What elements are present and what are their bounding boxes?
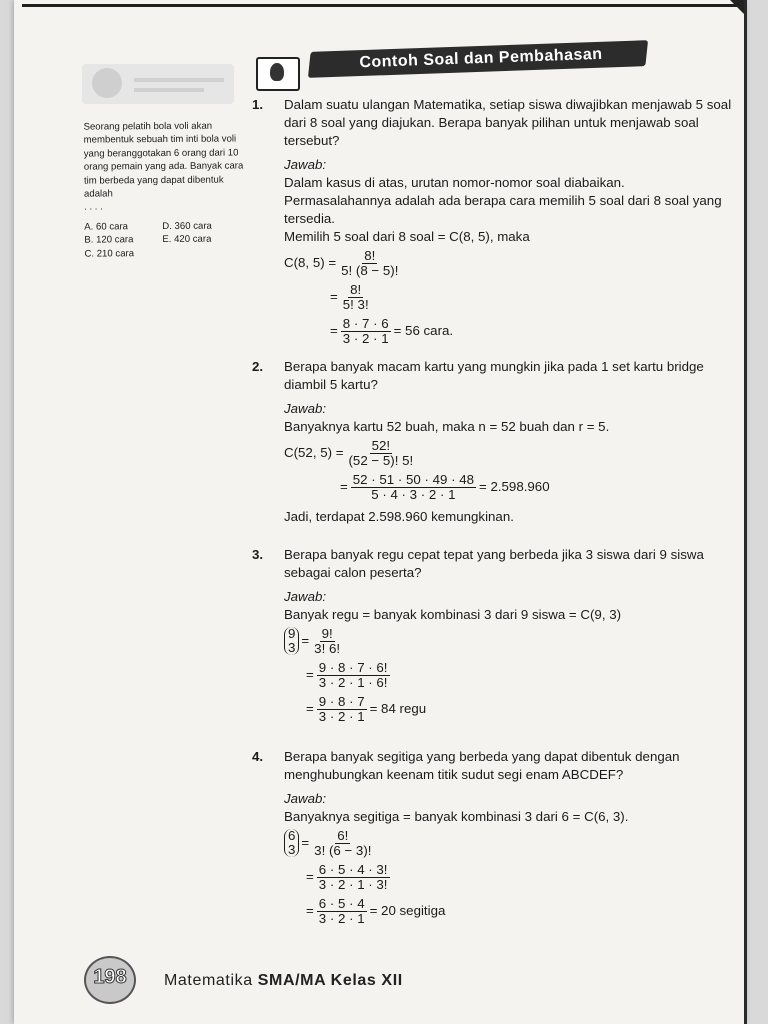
problem-2 xyxy=(252,358,732,526)
option-d: D. 360 cara xyxy=(162,220,212,232)
equation-row xyxy=(284,624,732,658)
option-b: B. 120 cara xyxy=(84,234,134,246)
solution-line: Banyaknya kartu 52 buah, maka n = 52 buah dan r = 5. xyxy=(284,419,610,434)
problem-3 xyxy=(252,546,732,726)
denominator: 3 · 2 · 1 xyxy=(318,910,365,926)
equation-row xyxy=(340,470,732,504)
numerator: 9 · 8 · 7 xyxy=(318,693,365,709)
fraction xyxy=(317,661,390,690)
eq-lhs: C(52, 5) = xyxy=(284,445,344,460)
eq-result: = 56 cara. xyxy=(393,323,454,338)
fraction xyxy=(317,897,367,926)
binom-top: 9 xyxy=(288,626,296,641)
problem-1 xyxy=(252,96,732,348)
fraction xyxy=(347,439,416,468)
numerator: 9! xyxy=(321,625,333,641)
book-page xyxy=(14,0,744,1024)
eq-result: = 2.598.960 xyxy=(478,479,550,494)
option-c: C. 210 cara xyxy=(84,247,135,260)
numerator: 52! xyxy=(371,437,391,453)
problem-number: 4. xyxy=(252,749,264,764)
problem-number: 3. xyxy=(252,547,264,562)
eq-lhs: = xyxy=(301,633,310,648)
numerator: 9 · 8 · 7 · 6! xyxy=(318,659,388,675)
binomial-coefficient xyxy=(284,829,299,857)
page-edge xyxy=(744,0,747,1024)
answer-label: Jawab: xyxy=(284,401,327,416)
binom-bottom: 3 xyxy=(288,640,296,655)
denominator: 3! (6 − 3)! xyxy=(314,842,372,858)
sidebar-dots: . . . . xyxy=(84,201,103,214)
top-rule xyxy=(22,4,744,7)
problem-number: 1. xyxy=(252,97,264,112)
denominator: 3 · 2 · 1 xyxy=(342,330,389,346)
numerator: 52 · 51 · 50 · 49 · 48 xyxy=(352,471,474,487)
numerator: 8! xyxy=(350,281,362,297)
eq-lhs: C(8, 5) = xyxy=(284,255,337,270)
eq-lhs: = xyxy=(330,323,338,338)
equation-row xyxy=(306,860,732,894)
answer-label: Jawab: xyxy=(284,791,327,806)
numerator: 6! xyxy=(337,827,349,843)
problem-number: 2. xyxy=(252,359,264,374)
book-title-prefix: Matematika xyxy=(164,972,253,989)
problem-4 xyxy=(252,748,732,928)
eq-lhs: = xyxy=(306,667,314,682)
solution-line: Banyak regu = banyak kombinasi 3 dari 9 siswa = C(9, 3) xyxy=(284,607,622,622)
numerator: 8 · 7 · 6 xyxy=(342,315,389,331)
equation-row xyxy=(284,436,732,470)
binomial-coefficient xyxy=(284,627,299,655)
eq-lhs: = xyxy=(306,903,314,918)
eq-lhs: = xyxy=(330,289,338,304)
equation-row xyxy=(330,314,732,348)
book-title xyxy=(164,972,403,990)
section-title: Contoh Soal dan Pembahasan xyxy=(359,45,603,72)
eq-result: = 20 segitiga xyxy=(369,903,446,918)
page-corner xyxy=(730,0,744,14)
denominator: 3! 6! xyxy=(314,640,341,656)
problem-text: Berapa banyak regu cepat tepat yang berbeda jika 3 siswa dari 9 siswa sebagai calon peserta? xyxy=(284,547,704,580)
sidebar-question: Seorang pelatih bola voli akan membentuk sebuah tim inti bola voli yang beranggotakan 6 orang dari 10 orang pemain yang ada. Banyak cara tim berbeda yang dapat dibentuk adalah xyxy=(83,120,244,200)
equation-row xyxy=(284,246,732,280)
answer-label: Jawab: xyxy=(284,589,327,604)
binom-top: 6 xyxy=(288,828,296,843)
equation-row xyxy=(306,894,732,928)
eq-lhs: = xyxy=(306,701,314,716)
eq-lhs: = xyxy=(340,479,348,494)
denominator: 3 · 2 · 1 · 3! xyxy=(318,876,388,892)
sidebar-exercise xyxy=(84,119,247,260)
solution-line: Banyaknya segitiga = banyak kombinasi 3 dari 6 = C(6, 3). xyxy=(284,809,629,824)
binom-bottom: 3 xyxy=(288,842,296,857)
denominator: 5 · 4 · 3 · 2 · 1 xyxy=(371,486,456,502)
book-title-rest: SMA/MA Kelas XII xyxy=(257,972,403,989)
solution-line: Memilih 5 soal dari 8 soal = C(8, 5), maka xyxy=(284,229,530,244)
eq-result: = 84 regu xyxy=(369,701,427,716)
problem-text: Dalam suatu ulangan Matematika, setiap siswa diwajibkan menjawab 5 soal dari 8 soal yang diajukan. Berapa banyak pilihan untuk menjawab soal tersebut? xyxy=(284,97,732,148)
option-a: A. 60 cara xyxy=(84,221,129,233)
denominator: (52 − 5)! 5! xyxy=(348,452,414,468)
page-number: 198 xyxy=(93,966,127,988)
solution-line: Dalam kasus di atas, urutan nomor-nomor soal diabaikan. Permasalahannya adalah ada berapa cara memilih 5 soal dari 8 soal yang tersedia. xyxy=(284,175,722,226)
numerator: 8! xyxy=(364,247,376,263)
fraction xyxy=(312,627,342,656)
denominator: 5! 3! xyxy=(342,296,369,312)
equation-row xyxy=(306,692,732,726)
option-e: E. 420 cara xyxy=(162,233,212,246)
fraction xyxy=(341,317,391,346)
numerator: 6 · 5 · 4 xyxy=(318,895,365,911)
fraction xyxy=(317,863,390,892)
answer-label: Jawab: xyxy=(284,157,327,172)
fraction xyxy=(339,249,400,278)
lightbulb-icon xyxy=(256,57,300,91)
fraction xyxy=(341,283,371,312)
sidebar-header-icon xyxy=(82,64,234,104)
conclusion: Jadi, terdapat 2.598.960 kemungkinan. xyxy=(284,509,514,524)
fraction xyxy=(317,695,367,724)
fraction xyxy=(312,829,373,858)
eq-lhs: = xyxy=(306,869,314,884)
fraction xyxy=(351,473,476,502)
numerator: 6 · 5 · 4 · 3! xyxy=(318,861,388,877)
problem-text: Berapa banyak macam kartu yang mungkin jika pada 1 set kartu bridge diambil 5 kartu? xyxy=(284,359,704,392)
denominator: 5! (8 − 5)! xyxy=(341,262,399,278)
equation-row xyxy=(284,826,732,860)
denominator: 3 · 2 · 1 xyxy=(318,708,365,724)
equation-row xyxy=(330,280,732,314)
problem-text: Berapa banyak segitiga yang berbeda yang dapat dibentuk dengan menghubungkan keenam titik sudut segi enam ABCDEF? xyxy=(284,749,680,782)
answer-options xyxy=(84,219,246,260)
equation-row xyxy=(306,658,732,692)
denominator: 3 · 2 · 1 · 6! xyxy=(318,674,388,690)
eq-lhs: = xyxy=(301,835,310,850)
